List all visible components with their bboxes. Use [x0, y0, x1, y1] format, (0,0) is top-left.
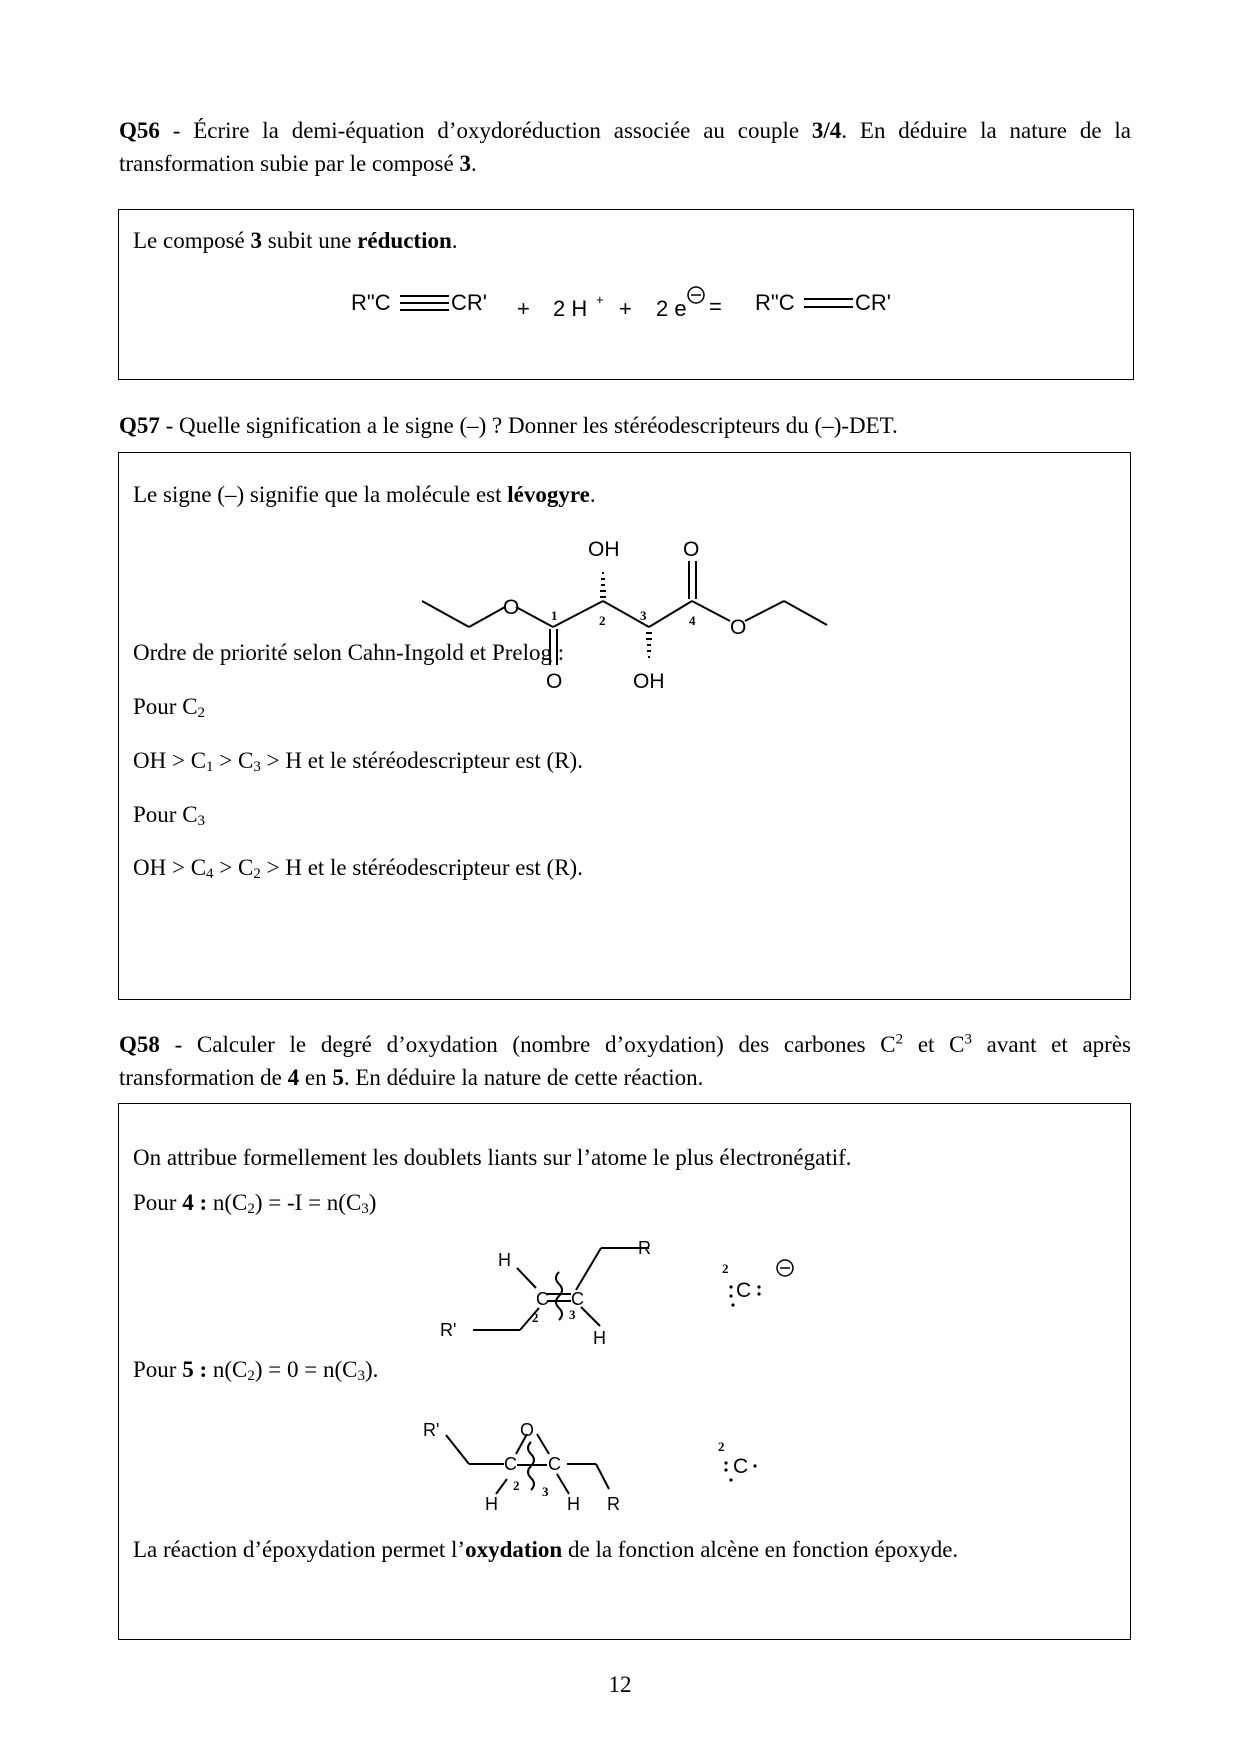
svg-text:2: 2	[513, 1478, 520, 1493]
q57-label: Q57	[119, 413, 160, 438]
cip-title: Ordre de priorité selon Cahn-Ingold et Prelog :	[133, 640, 565, 665]
hashed-bond-bottom	[646, 633, 652, 657]
det-molecule	[119, 453, 1132, 1001]
q58-answer-box	[118, 1103, 1131, 1640]
mol-num-4: 4	[689, 613, 696, 628]
svg-text:R: R	[607, 1494, 620, 1514]
mol-o-right: O	[730, 616, 747, 639]
svg-text:C: C	[504, 1454, 517, 1474]
svg-text:H: H	[498, 1250, 511, 1270]
eq-product-end: CR'	[855, 290, 891, 315]
eq-proton: 2 H	[553, 296, 588, 321]
q56-label: Q56	[119, 118, 160, 143]
mol-o-top: O	[683, 538, 700, 561]
c2-order: OH > $C_1 > C_3 > H$ et le stéréodescripteur est (R).	[133, 748, 583, 775]
q56-answer-box	[118, 209, 1134, 380]
svg-text:C: C	[571, 1289, 584, 1309]
q56-answer-text: Le composé 3 subit une réduction.	[133, 228, 458, 253]
mol-num-1: 1	[551, 608, 558, 623]
svg-text:2: 2	[722, 1261, 729, 1276]
svg-text:C: C	[733, 1455, 749, 1478]
q58-question: Q58 - Calculer le degré d’oxydation (nombre d’oxydation) des carbones $C^2$ et $C^3$ avant et après transformation de 4 en 5. En déduire la nature de cette réaction.	[119, 1031, 1131, 1090]
svg-text:C: C	[536, 1289, 549, 1309]
mol-o-left: O	[503, 596, 520, 619]
svg-text:H: H	[567, 1494, 580, 1514]
pour-4: Pour 4 : $n(C_2) = -I = n(C_3)$	[133, 1190, 377, 1217]
q57-answer-text: Le signe (–) signifie que la molécule est lévogyre.	[133, 482, 596, 507]
c3-title: Pour $C_3$	[133, 802, 206, 829]
svg-text:3: 3	[542, 1484, 549, 1499]
eq-equals: =	[709, 294, 722, 319]
svg-text:R: R	[638, 1238, 651, 1258]
svg-text:2: 2	[532, 1310, 539, 1325]
eq-product: R"C	[755, 290, 795, 315]
q56-question: Q56 - Écrire la demi-équation d’oxydoréduction associée au couple 3/4. En déduire la nature de la transformation subie par le composé 3.	[119, 118, 1132, 176]
mol-num-3: 3	[640, 608, 647, 623]
svg-text:C: C	[736, 1279, 752, 1302]
c2-title: Pour $C_2$	[133, 694, 206, 721]
hashed-bond-top	[600, 573, 606, 597]
svg-text:H: H	[593, 1328, 606, 1348]
page-number: 12	[608, 1672, 632, 1697]
eq-proton-charge: +	[596, 292, 604, 307]
q58-rule: On attribue formellement les doublets liants sur l’atome le plus électronégatif.	[133, 1145, 852, 1170]
eq-plus-2: +	[619, 296, 632, 321]
q58-label: Q58	[119, 1032, 160, 1057]
svg-text:3: 3	[569, 1307, 576, 1322]
q57-answer-box	[118, 452, 1131, 1000]
mol-oh-bottom: OH	[633, 670, 665, 693]
svg-text:R': R'	[423, 1420, 440, 1440]
eq-reactant: R"C	[351, 290, 391, 315]
q58-conclusion: La réaction d’époxydation permet l’oxydation de la fonction alcène en fonction époxyde.	[133, 1537, 959, 1562]
mol-num-2: 2	[599, 613, 606, 628]
c3-order: OH > $C_4 > C_2 > H$ et le stéréodescripteur est (R).	[133, 855, 583, 882]
mol-oh-top: OH	[588, 538, 620, 561]
q56-equation	[119, 210, 1135, 381]
svg-text:O: O	[520, 1420, 535, 1440]
eq-plus-1: +	[517, 296, 530, 321]
eq-electron: 2 e	[656, 296, 687, 321]
eq-reactant-end: CR'	[451, 290, 487, 315]
q57-question: Q57 - Quelle signification a le signe (–) ? Donner les stéréodescripteurs du (–)-DET.	[119, 413, 898, 438]
svg-text:H: H	[485, 1494, 498, 1514]
svg-text:C: C	[548, 1454, 561, 1474]
mol-o-bottom: O	[546, 670, 563, 693]
svg-text:2: 2	[718, 1439, 725, 1454]
pour-5: Pour 5 : $n(C_2) = 0 = n(C_3)$.	[133, 1357, 379, 1384]
svg-text:R': R'	[440, 1320, 457, 1340]
